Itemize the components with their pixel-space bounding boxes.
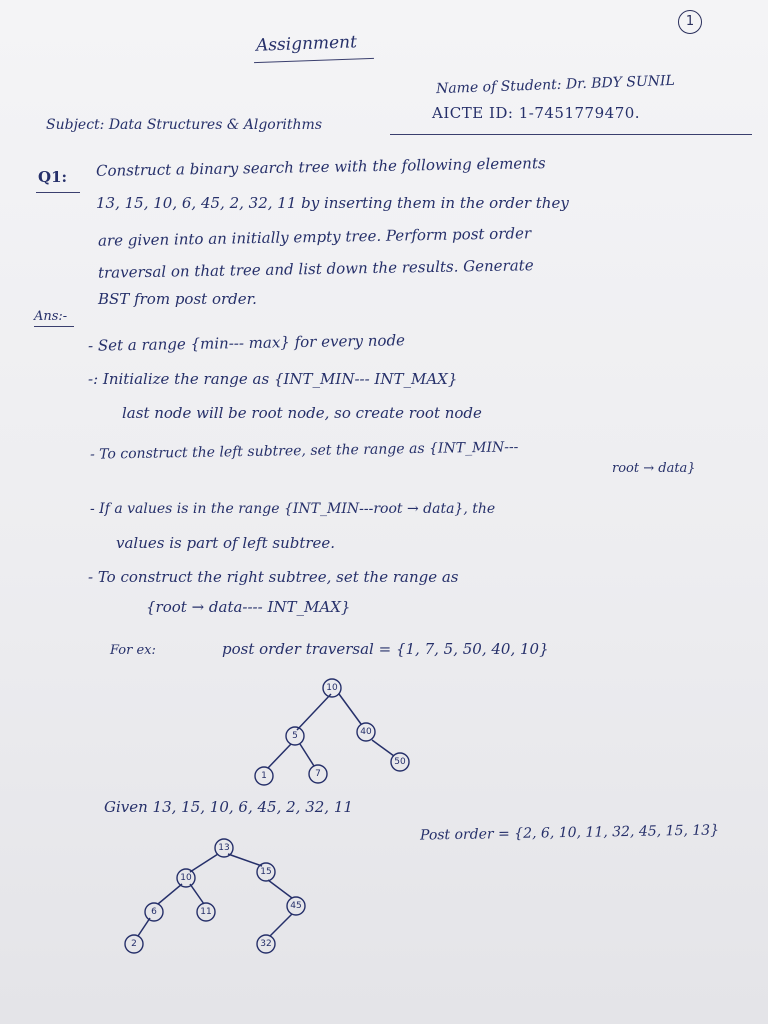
given-text: Given 13, 15, 10, 6, 45, 2, 32, 11 xyxy=(104,798,353,816)
header-rule xyxy=(390,134,752,135)
svg-text:11: 11 xyxy=(200,907,212,917)
tree-node xyxy=(125,935,143,953)
student-name: Name of Student: Dr. BDY SUNIL xyxy=(435,72,676,98)
edge-15-45 xyxy=(268,880,292,898)
question-label: Q1: xyxy=(38,168,68,186)
answer-line-3: last node will be root node, so create root node xyxy=(122,404,482,422)
svg-text:10: 10 xyxy=(326,683,338,693)
subject-line: Subject: Data Structures & Algorithms xyxy=(46,117,323,133)
svg-text:10: 10 xyxy=(180,873,192,883)
edge-13-15 xyxy=(228,854,262,866)
svg-text:5: 5 xyxy=(292,731,298,741)
tree-node xyxy=(391,753,409,771)
svg-text:13: 13 xyxy=(218,843,230,853)
svg-text:40: 40 xyxy=(360,727,372,737)
svg-text:7: 7 xyxy=(315,769,321,779)
example-bst-diagram xyxy=(240,676,430,788)
question-line-5: BST from post order. xyxy=(98,290,257,308)
svg-text:15: 15 xyxy=(260,867,272,877)
tree-node xyxy=(145,903,163,921)
answer-line-7: values is part of left subtree. xyxy=(116,534,336,552)
edge-10-5 xyxy=(297,694,331,730)
question-line-3: are given into an initially empty tree. Perform post order xyxy=(97,224,532,250)
tree-node xyxy=(323,679,341,697)
answer-label: Ans:- xyxy=(34,309,68,324)
answer-label-underline xyxy=(34,326,74,327)
tree-node xyxy=(255,767,273,785)
edge-40-50 xyxy=(372,740,394,756)
svg-text:32: 32 xyxy=(260,939,272,949)
question-label-underline xyxy=(36,192,80,193)
edge-5-7 xyxy=(300,744,314,766)
tree-node xyxy=(215,839,233,857)
tree-node xyxy=(177,869,195,887)
svg-text:1: 1 xyxy=(261,771,267,781)
answer-line-5: root → data} xyxy=(612,461,696,476)
tree-node xyxy=(309,765,327,783)
example-label: For ex: xyxy=(110,643,156,658)
edge-45-32 xyxy=(270,914,292,936)
tree-node xyxy=(197,903,215,921)
svg-text:45: 45 xyxy=(290,901,302,911)
heading-underline xyxy=(254,58,374,63)
svg-text:50: 50 xyxy=(394,757,406,767)
aicte-id: AICTE ID: 1-7451779470. xyxy=(432,104,641,122)
given-bst-diagram xyxy=(120,836,320,960)
question-line-4: traversal on that tree and list down the results. Generate xyxy=(97,256,534,282)
answer-line-1: - Set a range {min--- max} for every node xyxy=(87,331,406,355)
edge-10-6 xyxy=(158,884,182,904)
tree-node xyxy=(357,723,375,741)
edge-13-10 xyxy=(190,854,218,872)
answer-line-8: - To construct the right subtree, set the range as xyxy=(88,568,459,586)
edge-5-1 xyxy=(268,744,291,768)
edge-10-11 xyxy=(190,884,204,904)
tree-node xyxy=(257,935,275,953)
given-postorder: Post order = {2, 6, 10, 11, 32, 45, 15, 13} xyxy=(419,822,720,844)
question-line-2: 13, 15, 10, 6, 45, 2, 32, 11 by inserting them in the order they xyxy=(96,194,569,212)
edge-10-40 xyxy=(339,694,361,724)
svg-text:2: 2 xyxy=(131,939,137,949)
tree-node xyxy=(257,863,275,881)
svg-text:6: 6 xyxy=(151,907,157,917)
tree-node xyxy=(286,727,304,745)
answer-line-6: - If a values is in the range {INT_MIN---root → data}, the xyxy=(90,501,496,517)
page-number: 1 xyxy=(678,10,702,34)
question-line-1: Construct a binary search tree with the following elements xyxy=(95,154,546,180)
edge-6-2 xyxy=(138,918,150,936)
tree-node xyxy=(287,897,305,915)
example-postorder: post order traversal = {1, 7, 5, 50, 40, 10} xyxy=(222,640,549,658)
answer-line-9: {root → data---- INT_MAX} xyxy=(146,598,351,616)
answer-line-2: -: Initialize the range as {INT_MIN--- INT_MAX} xyxy=(88,370,458,388)
answer-line-4: - To construct the left subtree, set the range as {INT_MIN--- xyxy=(89,439,519,463)
assignment-heading: Assignment xyxy=(255,32,358,56)
